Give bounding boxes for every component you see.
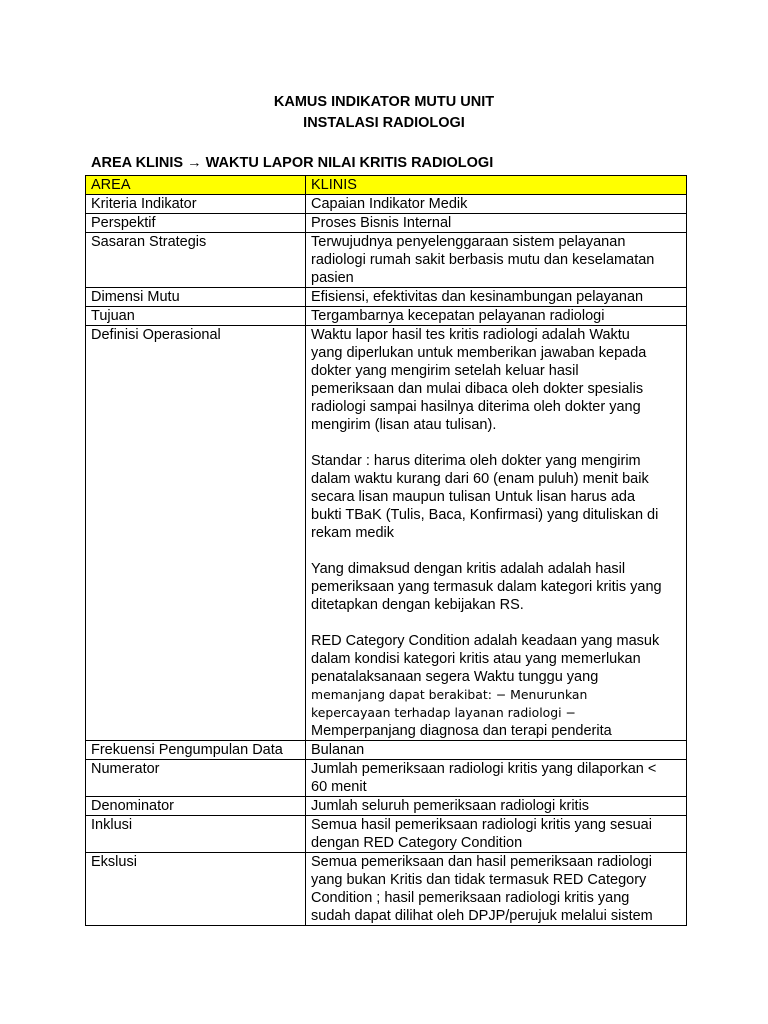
indicator-table	[85, 175, 687, 926]
row-label: Definisi Operasional	[86, 326, 306, 741]
row-value: Semua hasil pemeriksaan radiologi kritis yang sesuai dengan RED Category Condition	[306, 816, 687, 853]
row-value	[306, 326, 687, 741]
row-label: Denominator	[86, 797, 306, 816]
table-row	[86, 741, 687, 760]
row-label: Perspektif	[86, 214, 306, 233]
red-category-tail: Memperpanjang diagnosa dan terapi penderita	[311, 723, 612, 739]
table-row	[86, 195, 687, 214]
section-heading: AREA KLINIS → WAKTU LAPOR NILAI KRITIS RADIOLOGI	[91, 155, 494, 171]
red-category-paragraph	[311, 632, 682, 740]
table-row	[86, 853, 687, 926]
row-label: Inklusi	[86, 816, 306, 853]
row-label: Numerator	[86, 760, 306, 797]
table-row	[86, 307, 687, 326]
row-value: Tergambarnya kecepatan pelayanan radiologi	[306, 307, 687, 326]
red-category-consequence: memanjang dapat berakibat: − Menurunkan kepercayaan terhadap layanan radiologi −	[311, 687, 588, 720]
row-value: Jumlah pemeriksaan radiologi kritis yang dilaporkan < 60 menit	[306, 760, 687, 797]
critical-paragraph: Yang dimaksud dengan kritis adalah adalah hasil pemeriksaan yang termasuk dalam kategori kritis yang ditetapkan dengan kebijakan RS.	[311, 561, 662, 613]
row-value: Capaian Indikator Medik	[306, 195, 687, 214]
table-row	[86, 760, 687, 797]
row-label: Kriteria Indikator	[86, 195, 306, 214]
header-value: KLINIS	[306, 176, 687, 195]
table-row	[86, 288, 687, 307]
row-value: Terwujudnya penyelenggaraan sistem pelayanan radiologi rumah sakit berbasis mutu dan keselamatan pasien	[306, 233, 687, 288]
row-value: Semua pemeriksaan dan hasil pemeriksaan radiologi yang bukan Kritis dan tidak termasuk RED Category Condition ; hasil pemeriksaan radiologi kritis yang sudah dapat dilihat oleh DPJP/perujuk melalui sistem	[306, 853, 687, 926]
doc-title-line2: INSTALASI RADIOLOGI	[303, 115, 465, 131]
table-row	[86, 797, 687, 816]
red-category-text: RED Category Condition adalah keadaan yang masuk dalam kondisi kategori kritis atau yang memerlukan penatalaksanaan segera Waktu tunggu yang	[311, 633, 660, 685]
table-row-definisi	[86, 326, 687, 741]
row-value: Efisiensi, efektivitas dan kesinambungan pelayanan	[306, 288, 687, 307]
table-row	[86, 816, 687, 853]
row-value: Jumlah seluruh pemeriksaan radiologi kritis	[306, 797, 687, 816]
row-value: Bulanan	[306, 741, 687, 760]
table-row	[86, 214, 687, 233]
row-label: Tujuan	[86, 307, 306, 326]
row-label: Dimensi Mutu	[86, 288, 306, 307]
table-header-row	[86, 176, 687, 195]
doc-title-line1: KAMUS INDIKATOR MUTU UNIT	[273, 94, 495, 110]
row-value: Proses Bisnis Internal	[306, 214, 687, 233]
definition-paragraph: Waktu lapor hasil tes kritis radiologi adalah Waktu yang diperlukan untuk memberikan jawaban kepada dokter yang mengirim setelah keluar hasil pemeriksaan dan mulai dibaca oleh dokter spesialis radiologi sampai hasilnya diterima oleh dokter yang mengirim (lisan atau tulisan).	[311, 327, 647, 433]
table-row	[86, 233, 687, 288]
row-label: Ekslusi	[86, 853, 306, 926]
header-label: AREA	[86, 176, 306, 195]
row-label: Sasaran Strategis	[86, 233, 306, 288]
standard-paragraph: Standar : harus diterima oleh dokter yang mengirim dalam waktu kurang dari 60 (enam puluh) menit baik secara lisan maupun tulisan Untuk lisan harus ada bukti TBaK (Tulis, Baca, Konfirmasi) yang dituliskan di rekam medik	[311, 453, 659, 541]
row-label: Frekuensi Pengumpulan Data	[86, 741, 306, 760]
